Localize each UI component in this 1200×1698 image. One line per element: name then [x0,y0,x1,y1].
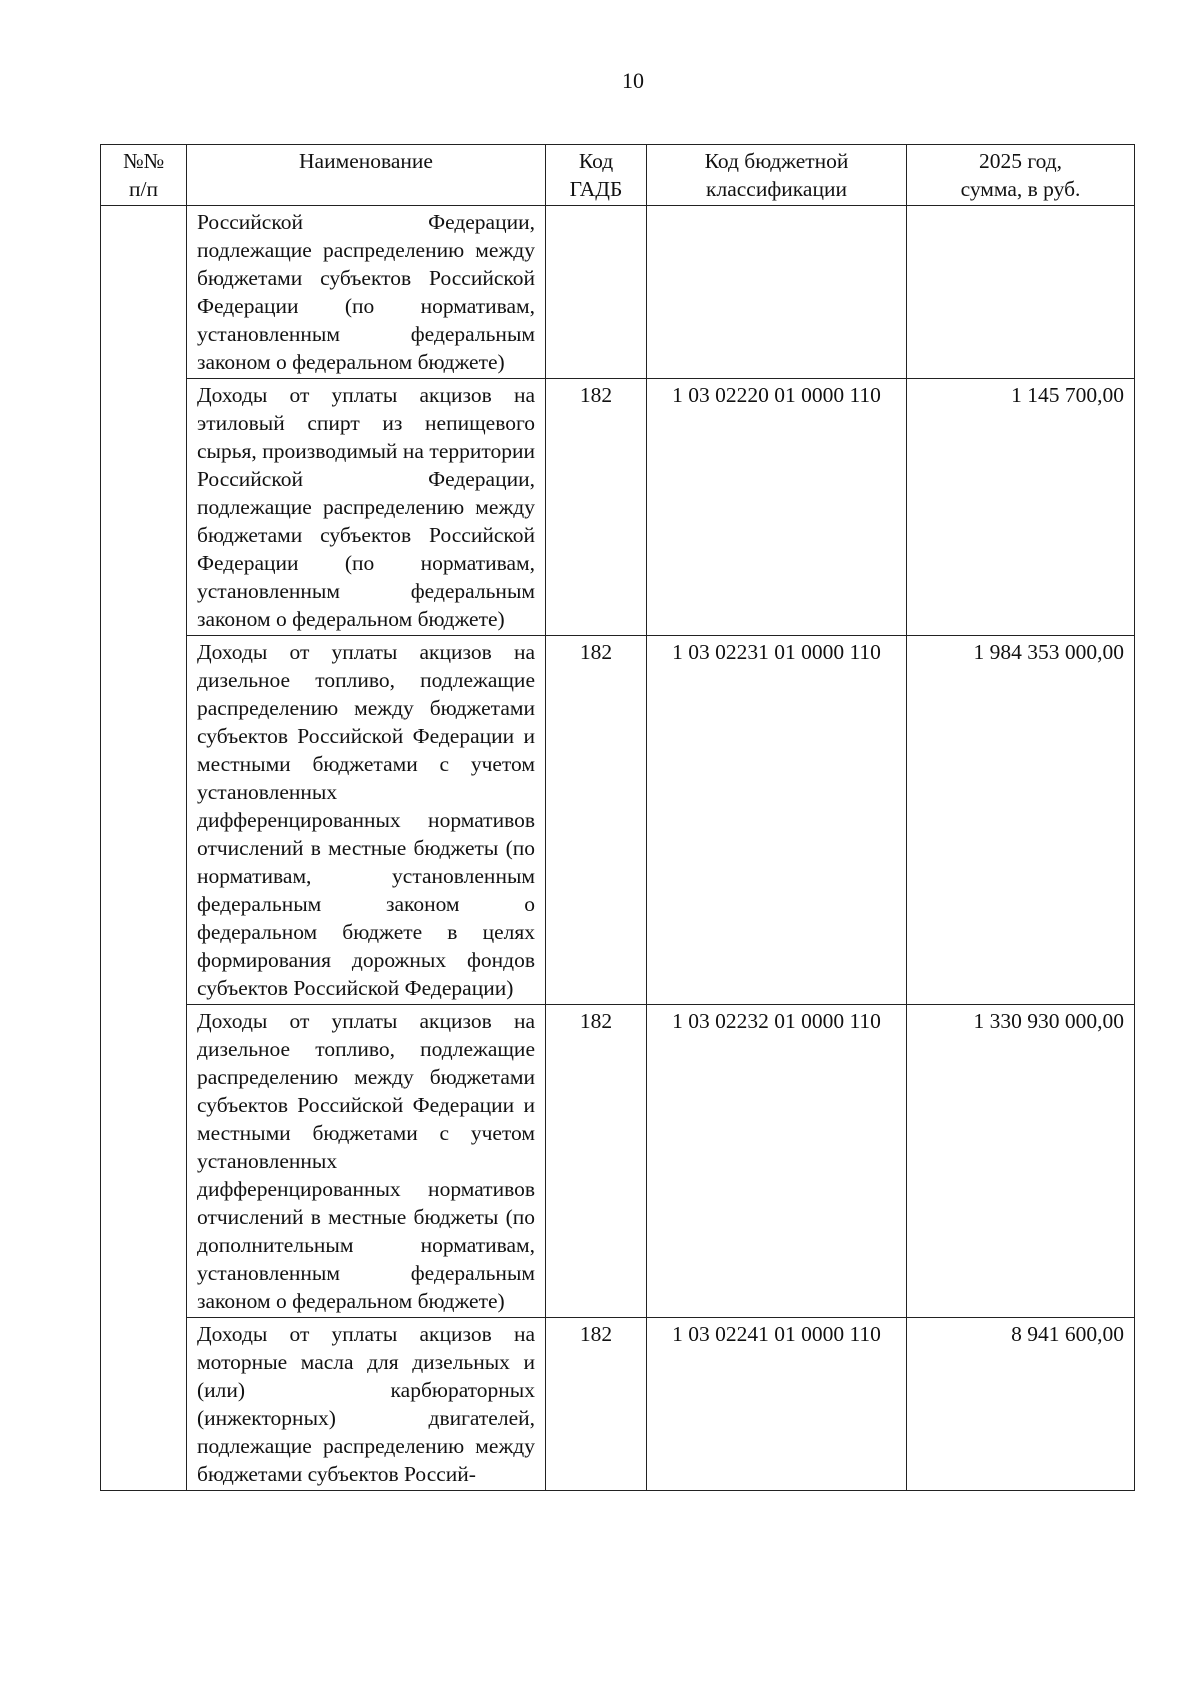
row-kbk-cell: 1 03 02232 01 0000 110 [647,1005,907,1318]
table-row [101,206,1135,379]
header-sum-line2: сумма, в руб. [960,177,1081,201]
header-kbk-line1: Код бюджетной [704,149,849,173]
header-sum [907,145,1135,206]
header-kbk-line2: классификации [706,177,847,201]
header-gadb [546,145,647,206]
row-name-cell: Доходы от уплаты акцизов на дизельное топливо, подлежащие распределению между бюджетами субъектов Российской Федерации и местными бюджетами с учетом установленных дифференцированных нормативов отчислений в местные бюджеты (по дополнительным нормативам, установленным федеральным законом о федеральном бюджете) [187,1005,546,1318]
header-row [101,145,1135,206]
row-gadb-cell: 182 [546,1318,647,1491]
header-kbk [647,145,907,206]
header-name [187,145,546,206]
table-row [101,379,1135,636]
row-sum-cell: 1 145 700,00 [907,379,1135,636]
row-gadb-cell: 182 [546,379,647,636]
header-sum-line1: 2025 год, [978,149,1063,173]
page-number: 10 [622,68,644,93]
header-number-line1: №№ [122,149,165,173]
row-sum-cell: 1 330 930 000,00 [907,1005,1135,1318]
row-name-cell: Доходы от уплаты акцизов на этиловый спирт из непищевого сырья, производимый на территории Российской Федерации, подлежащие распределению между бюджетами субъектов Российской Федерации (по нормативам, установленным федеральным законом о федеральном бюджете) [187,379,546,636]
table-body [101,206,1135,1491]
row-name-cell: Доходы от уплаты акцизов на дизельное топливо, подлежащие распределению между бюджетами субъектов Российской Федерации и местными бюджетами с учетом установленных дифференцированных нормативов отчислений в местные бюджеты (по нормативам, установленным федеральным законом о федеральном бюджете в целях формирования дорожных фондов субъектов Российской Федерации) [187,636,546,1005]
budget-revenue-table [100,144,1135,1491]
row-name-cell: Российской Федерации, подлежащие распределению между бюджетами субъектов Российской Федерации (по нормативам, установленным федеральным законом о федеральном бюджете) [187,206,546,379]
row-kbk-cell: 1 03 02220 01 0000 110 [647,379,907,636]
row-number-cell [101,206,187,1491]
header-number-line2: п/п [129,177,158,201]
header-gadb-line2: ГАДБ [569,177,623,201]
table-row [101,1005,1135,1318]
table-header [101,145,1135,206]
row-sum-cell [907,206,1135,379]
table-row [101,636,1135,1005]
table-row [101,1318,1135,1491]
row-gadb-cell: 182 [546,636,647,1005]
row-kbk-cell: 1 03 02241 01 0000 110 [647,1318,907,1491]
row-kbk-cell [647,206,907,379]
row-gadb-cell [546,206,647,379]
row-sum-cell: 1 984 353 000,00 [907,636,1135,1005]
row-gadb-cell: 182 [546,1005,647,1318]
header-gadb-line1: Код [578,149,614,173]
row-name-cell: Доходы от уплаты акцизов на моторные масла для дизельных и (или) карбюраторных (инжекторных) двигателей, подлежащие распределению между бюджетами субъектов Россий- [187,1318,546,1491]
header-name-label: Наименование [299,149,433,173]
header-number [101,145,187,206]
row-sum-cell: 8 941 600,00 [907,1318,1135,1491]
row-kbk-cell: 1 03 02231 01 0000 110 [647,636,907,1005]
